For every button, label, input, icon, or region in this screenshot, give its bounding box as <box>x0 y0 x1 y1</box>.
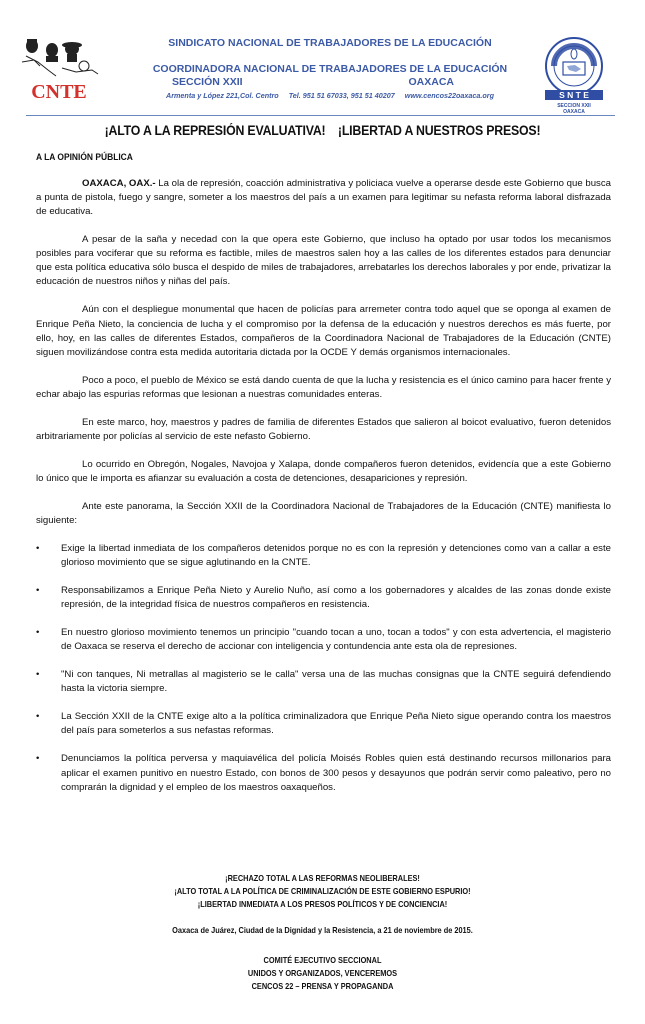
snte-logo <box>531 36 617 118</box>
list-item <box>36 710 611 738</box>
list-item <box>36 626 611 654</box>
snte-logo-state: OAXACA <box>563 109 585 115</box>
slogan: ¡RECHAZO TOTAL A LAS REFORMAS NEOLIBERALES! <box>225 874 420 883</box>
paragraph: Poco a poco, el pueblo de México se está dando cuenta de que la lucha y resistencia es el único camino para hacer frente y echar abajo las espurias reformas que lesionan a nuestras comunidades enteras. <box>36 374 611 400</box>
paragraph: Lo ocurrido en Obregón, Nogales, Navojoa y Xalapa, donde compañeros fueron detenidos, evidencía que a este Gobierno lo único que le importa es afianzar su evaluación a costa de detenciones, desapariciones y represión. <box>36 458 611 484</box>
slogan: ¡LIBERTAD INMEDIATA A LOS PRESOS POLÍTICOS Y DE CONCIENCIA! <box>197 900 448 910</box>
union-name: SINDICATO NACIONAL DE TRABAJADORES DE LA EDUCACIÓN <box>168 37 492 49</box>
title-part-2: ¡LIBERTAD A NUESTROS PRESOS! <box>337 123 541 138</box>
list-item-text: "Ni con tanques, Ni metrallas al magisterio se le calla" versa una de las muchas consignas que la CNTE seguirá defendiendo hasta la victoria siempre. <box>61 669 611 695</box>
state-label: OAXACA <box>408 76 454 88</box>
bullet-icon: • <box>36 627 40 639</box>
bullet-icon: • <box>36 711 40 723</box>
document-title <box>44 123 601 138</box>
list-item-text: En nuestro glorioso movimiento tenemos un principio "cuando tocan a uno, tocan a todos" y con esta advertencia, el magisterio de Oaxaca se reserva el derecho de accionar con inteligencia y contundencia ante esta ola de represiones. <box>61 627 611 653</box>
paragraph: A pesar de la saña y necedad con la que opera este Gobierno, que incluso ha optado por usar todos los mecanismos posibles para vociferar que su reforma es factible, miles de maestros salen hoy a las calles de los diferentes estados para denunciar que esta política educativa sólo busca el despido de miles de trabajadores, arrebatarles los derechos laborales y por ende, privatizar la educación de nuestros niños y niñas del país. <box>36 234 611 288</box>
phone-text: Tel. 951 51 67033, 951 51 40207 <box>288 91 395 100</box>
coordinator-name: COORDINADORA NACIONAL DE TRABAJADORES DE LA EDUCACIÓN <box>152 63 508 75</box>
paragraph-text: La ola de represión, coacción administrativa y policiaca vuelve a operarse desde este Gobierno que busca a punta de pistola, fuego y sangre, someter a los maestros del país a un examen para legitimar su nefasta reforma laboral disfrazada de educativa. <box>36 178 611 218</box>
document-body <box>36 177 611 809</box>
snte-logo-section: SECCION XXII <box>557 103 591 109</box>
contact-line <box>150 91 510 100</box>
list-item-text: Responsabilizamos a Enrique Peña Nieto y Aurelio Nuño, así como a los gobernadores y alcaldes de las zonas donde existe represión, de la integridad física de nuestros compañeros en resistencia. <box>61 585 611 611</box>
list-item-text: La Sección XXII de la CNTE exige alto a la política criminalizadora que Enrique Peña Nieto sigue operando contra los maestros del país para someterlos a sus nefastas reformas. <box>61 711 611 737</box>
bullet-icon: • <box>36 585 40 597</box>
salutation: A LA OPINIÓN PÚBLICA <box>36 151 133 162</box>
list-item-text: Exige la libertad inmediata de los compañeros detenidos porque no es con la represión y detenciones como van a callar a este glorioso movimiento que se sigue aglutinando en la CNTE. <box>61 543 611 569</box>
slogan: ¡ALTO TOTAL A LA POLÍTICA DE CRIMINALIZACIÓN DE ESTE GOBIERNO ESPURIO! <box>174 887 471 897</box>
demands-list <box>36 542 611 795</box>
list-item <box>36 542 611 570</box>
snte-seal-icon <box>531 36 617 118</box>
signature-line: CENCOS 22 – PRENSA Y PROPAGANDA <box>251 982 394 992</box>
slogans <box>50 872 595 912</box>
address-text: Armenta y López 221,Col. Centro <box>166 91 279 100</box>
bullet-icon: • <box>36 669 40 681</box>
header-divider <box>26 115 615 116</box>
bullet-icon: • <box>36 543 40 555</box>
signature-line: UNIDOS Y ORGANIZADOS, VENCEREMOS <box>247 969 398 979</box>
website-link[interactable]: www.cencos22oaxaca.org <box>404 91 494 100</box>
paragraph: Ante este panorama, la Sección XXII de la Coordinadora Nacional de Trabajadores de la Educación (CNTE) manifiesta lo siguiente: <box>36 500 611 527</box>
bullet-icon: • <box>36 753 40 765</box>
dateline-lead: OAXACA, OAX.- <box>82 178 156 189</box>
paragraph <box>36 177 611 219</box>
title-part-1: ¡ALTO A LA REPRESIÓN EVALUATIVA! <box>104 123 326 138</box>
list-item <box>36 668 611 696</box>
signature-line: COMITÉ EJECUTIVO SECCIONAL <box>263 956 382 965</box>
section-label: SECCIÓN XXII <box>172 76 243 88</box>
list-item-text: Denunciamos la política perversa y maquiavélica del policía Moisés Robles quien está destinando recursos millonarios para aplicar el examen punitivo en nuestro Estado, con bonos de 300 pesos y desayunos que podrán servir como paleativo, pero no comprarán la dignidad y el empleo de los maestros oaxaqueños. <box>61 753 611 793</box>
cnte-figures-icon <box>18 36 100 102</box>
paragraph: Aún con el despliegue monumental que hacen de policías para arremeter contra todo aquel que se oponga al examen de Enrique Peña Nieto, la conciencia de lucha y el compromiso por la defensa de la educación y nuestros derechos es más fuerte, por ello, hoy, en las calles de diferentes Estados, compañeros de la Coordinadora Nacional de Trabajadores de la Educación (CNTE) siguen movilizándose contra esta medida autoritaria dictada por la OCDE Y demás organismos internacionales. <box>36 304 611 358</box>
list-item <box>36 752 611 794</box>
dateline: Oaxaca de Juárez, Ciudad de la Dignidad y la Resistencia, a 21 de noviembre de 2015. <box>172 926 473 935</box>
paragraph: En este marco, hoy, maestros y padres de familia de diferentes Estados que salieron al boicot evaluativo, fueron detenidos arbitrariamente por policías al servicio de este nefasto Gobierno. <box>36 416 611 442</box>
snte-logo-text: S N T E <box>559 90 589 100</box>
cnte-logo <box>18 36 100 102</box>
list-item <box>36 584 611 612</box>
cnte-logo-text: CNTE <box>31 81 87 102</box>
signature-block <box>50 954 595 994</box>
